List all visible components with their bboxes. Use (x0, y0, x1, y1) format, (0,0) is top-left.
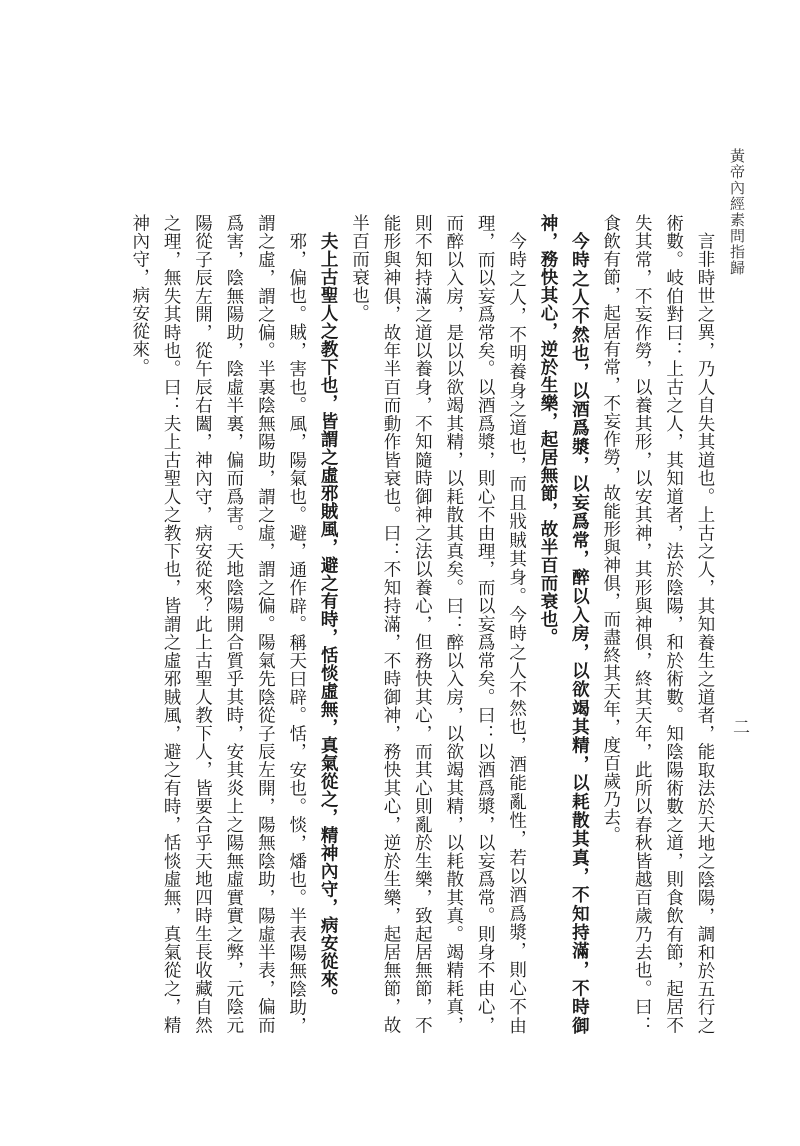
commentary-paragraph: 言非時世之異，乃人自失其道也。上古之人，其知養生之道者，能取法於天地之陰陽，調和於五行之術數。岐伯對曰：上古之人，其知道者，法於陰陽，和於術數。知陰陽術數之道，則食飲有節，起居不失其常，不妄作勞，以養其形，以安其神，其形與神俱，終其天年，此所以春秋皆越百歲乃去也。曰：食飲有節，起居有常，不妄作勞，故能形與神俱，而盡終其天年，度百歲乃去。 (600, 214, 715, 1034)
vertical-text-body (123, 214, 720, 1034)
classic-text-paragraph: 夫上古聖人之教下也，皆謂之虛邪賊風，避之有時，恬惔虛無，真氣從之，精神內守，病安從來。 (318, 231, 339, 1006)
book-title-header: 黃帝內經素問指歸 (728, 148, 746, 276)
commentary-paragraph: 今時之人，不明養身之道也，而且戕賊其身。今時之人不然也，酒能亂性，若以酒爲漿，則心不由理，而以妄爲常矣。以酒爲漿，則心不由理，而以妄爲常矣。曰：以酒爲漿，以妄爲常。則身不由心，而醉以入房，是以以欲竭其精，以耗散其真矣。曰：醉以入房，以欲竭其精，以耗散其真。竭精耗真，則不知持滿之道以養身，不知隨時御神之法以養心，但務快其心，而其心則亂於生樂，致起居無節，不能形與神俱，故年半百而動作皆衰也。曰：不知持滿，不時御神，務快其心，逆於生樂，起居無節，故半百而衰也。 (349, 214, 527, 1034)
classic-text-paragraph: 今時之人不然也，以酒爲漿，以妄爲常，醉以入房，以欲竭其精，以耗散其真，不知持滿，不時御神，務快其心，逆於生樂，起居無節，故半百而衰也。 (537, 214, 590, 1034)
page-number: 二 (729, 718, 749, 735)
commentary-paragraph: 邪，偏也。賊，害也。風，陽氣也。避，通作辟。稱天曰辟。恬，安也。惔，燔也。半表陽無陰助，謂之虛，謂之偏。半裏陰無陽助，謂之虛，謂之偏。陽氣先陰從子辰左開，陽無陰助，陽虛半表，偏而爲害，陰無陽助，陰虛半裏，偏而爲害。天地陰陽開合質乎其時，安其炎上之陽無虛實實之弊，元陰元陽從子辰左開，從午辰右闔，神內守，病安從來？此上古聖人教下人，皆要合乎天地四時生長收藏自然之理，無失其時也。曰：夫上古聖人之教下也，皆謂之虛邪賊風，避之有時，恬惔虛無，真氣從之，精神內守，病安從來。 (129, 214, 307, 1034)
